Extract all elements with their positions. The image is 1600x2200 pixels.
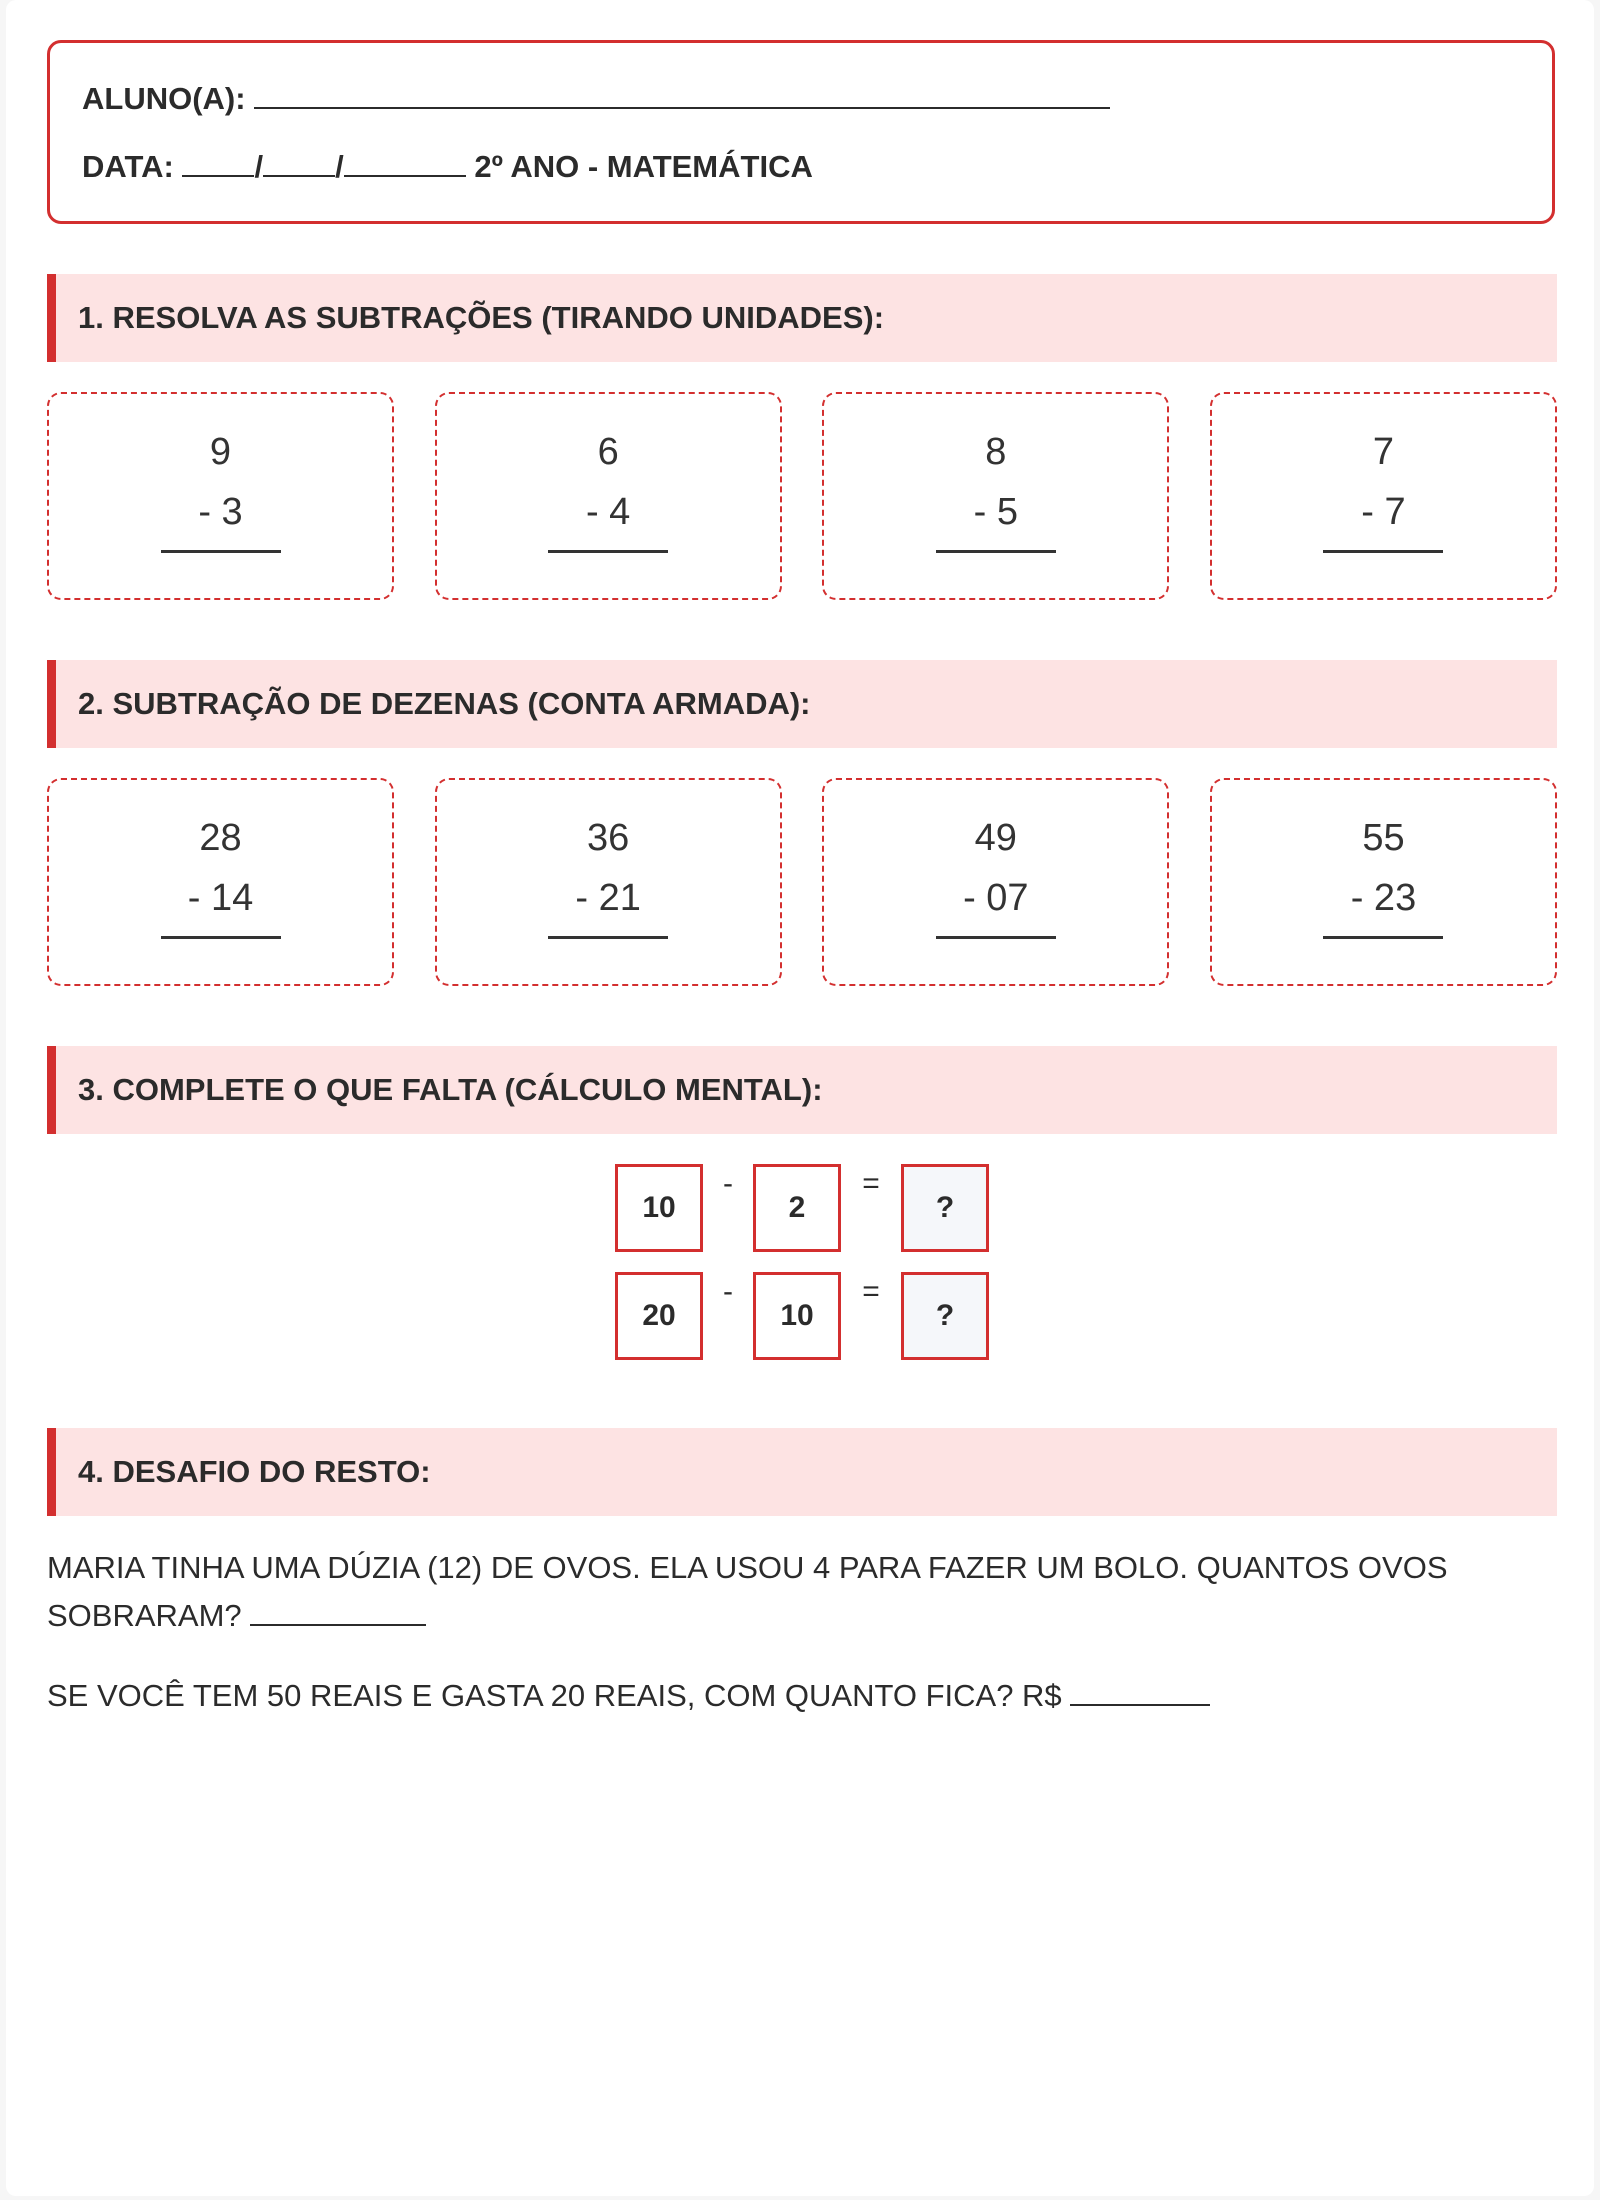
section-1-problems — [47, 392, 1557, 600]
minus-sign: - — [723, 1275, 733, 1308]
date-line — [82, 147, 1552, 183]
word-problem-1-text: MARIA TINHA UMA DÚZIA (12) DE OVOS. ELA USOU 4 PARA FAZER UM BOLO. QUANTOS OVOS SOBRARAM? — [47, 1550, 1448, 1633]
subtraction-problem-card — [1210, 392, 1557, 600]
subtraction-problem-card — [435, 778, 782, 986]
answer-line[interactable] — [161, 936, 281, 939]
minus-sign: - — [723, 1167, 733, 1200]
section-2-title: 2. SUBTRAÇÃO DE DEZENAS (CONTA ARMADA): — [78, 686, 811, 721]
section-1-title: 1. RESOLVA AS SUBTRAÇÕES (TIRANDO UNIDADES): — [78, 300, 885, 335]
equation-row — [615, 1164, 989, 1252]
subtrahend: - 7 — [1361, 491, 1406, 533]
subtraction-problem-card — [47, 392, 394, 600]
answer-blank[interactable] — [250, 1594, 426, 1626]
minuend: 28 — [199, 817, 242, 859]
answer-box[interactable]: ? — [901, 1272, 989, 1360]
section-4-header — [47, 1428, 1557, 1516]
section-3-header — [47, 1046, 1557, 1134]
minuend: 49 — [974, 817, 1017, 859]
word-problem-2 — [47, 1672, 1557, 1720]
grade-subject: 2º ANO - MATEMÁTICA — [474, 149, 813, 184]
answer-line[interactable] — [548, 936, 668, 939]
minuend: 55 — [1362, 817, 1405, 859]
date-month-blank[interactable] — [263, 147, 335, 177]
minuend: 8 — [985, 431, 1007, 473]
equals-sign: = — [862, 1167, 880, 1200]
minuend: 36 — [587, 817, 630, 859]
subtraction-problem-card — [822, 778, 1169, 986]
subtrahend: - 23 — [1350, 877, 1417, 919]
section-3-title: 3. COMPLETE O QUE FALTA (CÁLCULO MENTAL): — [78, 1072, 823, 1107]
section-4-title: 4. DESAFIO DO RESTO: — [78, 1454, 431, 1489]
mental-math-equations — [47, 1164, 1557, 1360]
equals-sign: = — [862, 1275, 880, 1308]
equation-row — [615, 1272, 989, 1360]
operand-box: 10 — [615, 1164, 703, 1252]
subtraction-problem-card — [1210, 778, 1557, 986]
operand-box: 2 — [753, 1164, 841, 1252]
student-info-box — [47, 40, 1555, 224]
answer-line[interactable] — [1323, 936, 1443, 939]
section-2-header — [47, 660, 1557, 748]
subtraction-problem-card — [47, 778, 394, 986]
answer-box[interactable]: ? — [901, 1164, 989, 1252]
answer-line[interactable] — [936, 936, 1056, 939]
word-problem-1 — [47, 1544, 1557, 1640]
section-2-problems — [47, 778, 1557, 986]
answer-line[interactable] — [161, 550, 281, 553]
date-day-blank[interactable] — [182, 147, 254, 177]
subtrahend: - 14 — [187, 877, 254, 919]
section-1-header — [47, 274, 1557, 362]
worksheet-content — [47, 40, 1557, 1720]
word-problem-2-text: SE VOCÊ TEM 50 REAIS E GASTA 20 REAIS, COM QUANTO FICA? R$ — [47, 1678, 1062, 1713]
minuend: 9 — [209, 431, 232, 473]
subtrahend: - 21 — [575, 877, 641, 919]
subtrahend: - 4 — [585, 491, 631, 533]
subtraction-problem-card — [822, 392, 1169, 600]
date-year-blank[interactable] — [344, 147, 466, 177]
worksheet-page — [6, 0, 1594, 2196]
subtrahend: - 3 — [198, 491, 243, 533]
operand-box: 10 — [753, 1272, 841, 1360]
date-separator: / — [335, 149, 344, 184]
answer-blank[interactable] — [1070, 1674, 1210, 1706]
student-name-blank[interactable] — [254, 79, 1110, 109]
minuend: 6 — [597, 431, 619, 473]
date-separator: / — [254, 149, 264, 184]
minuend: 7 — [1372, 431, 1395, 473]
student-name-line — [82, 79, 1552, 115]
date-label: DATA: — [82, 149, 174, 184]
subtrahend: - 5 — [973, 491, 1018, 533]
answer-line[interactable] — [548, 550, 668, 553]
subtraction-problem-card — [435, 392, 782, 600]
answer-line[interactable] — [1323, 550, 1443, 553]
subtrahend: - 07 — [963, 877, 1029, 919]
answer-line[interactable] — [936, 550, 1056, 553]
student-label: ALUNO(A): — [82, 81, 246, 116]
operand-box: 20 — [615, 1272, 703, 1360]
